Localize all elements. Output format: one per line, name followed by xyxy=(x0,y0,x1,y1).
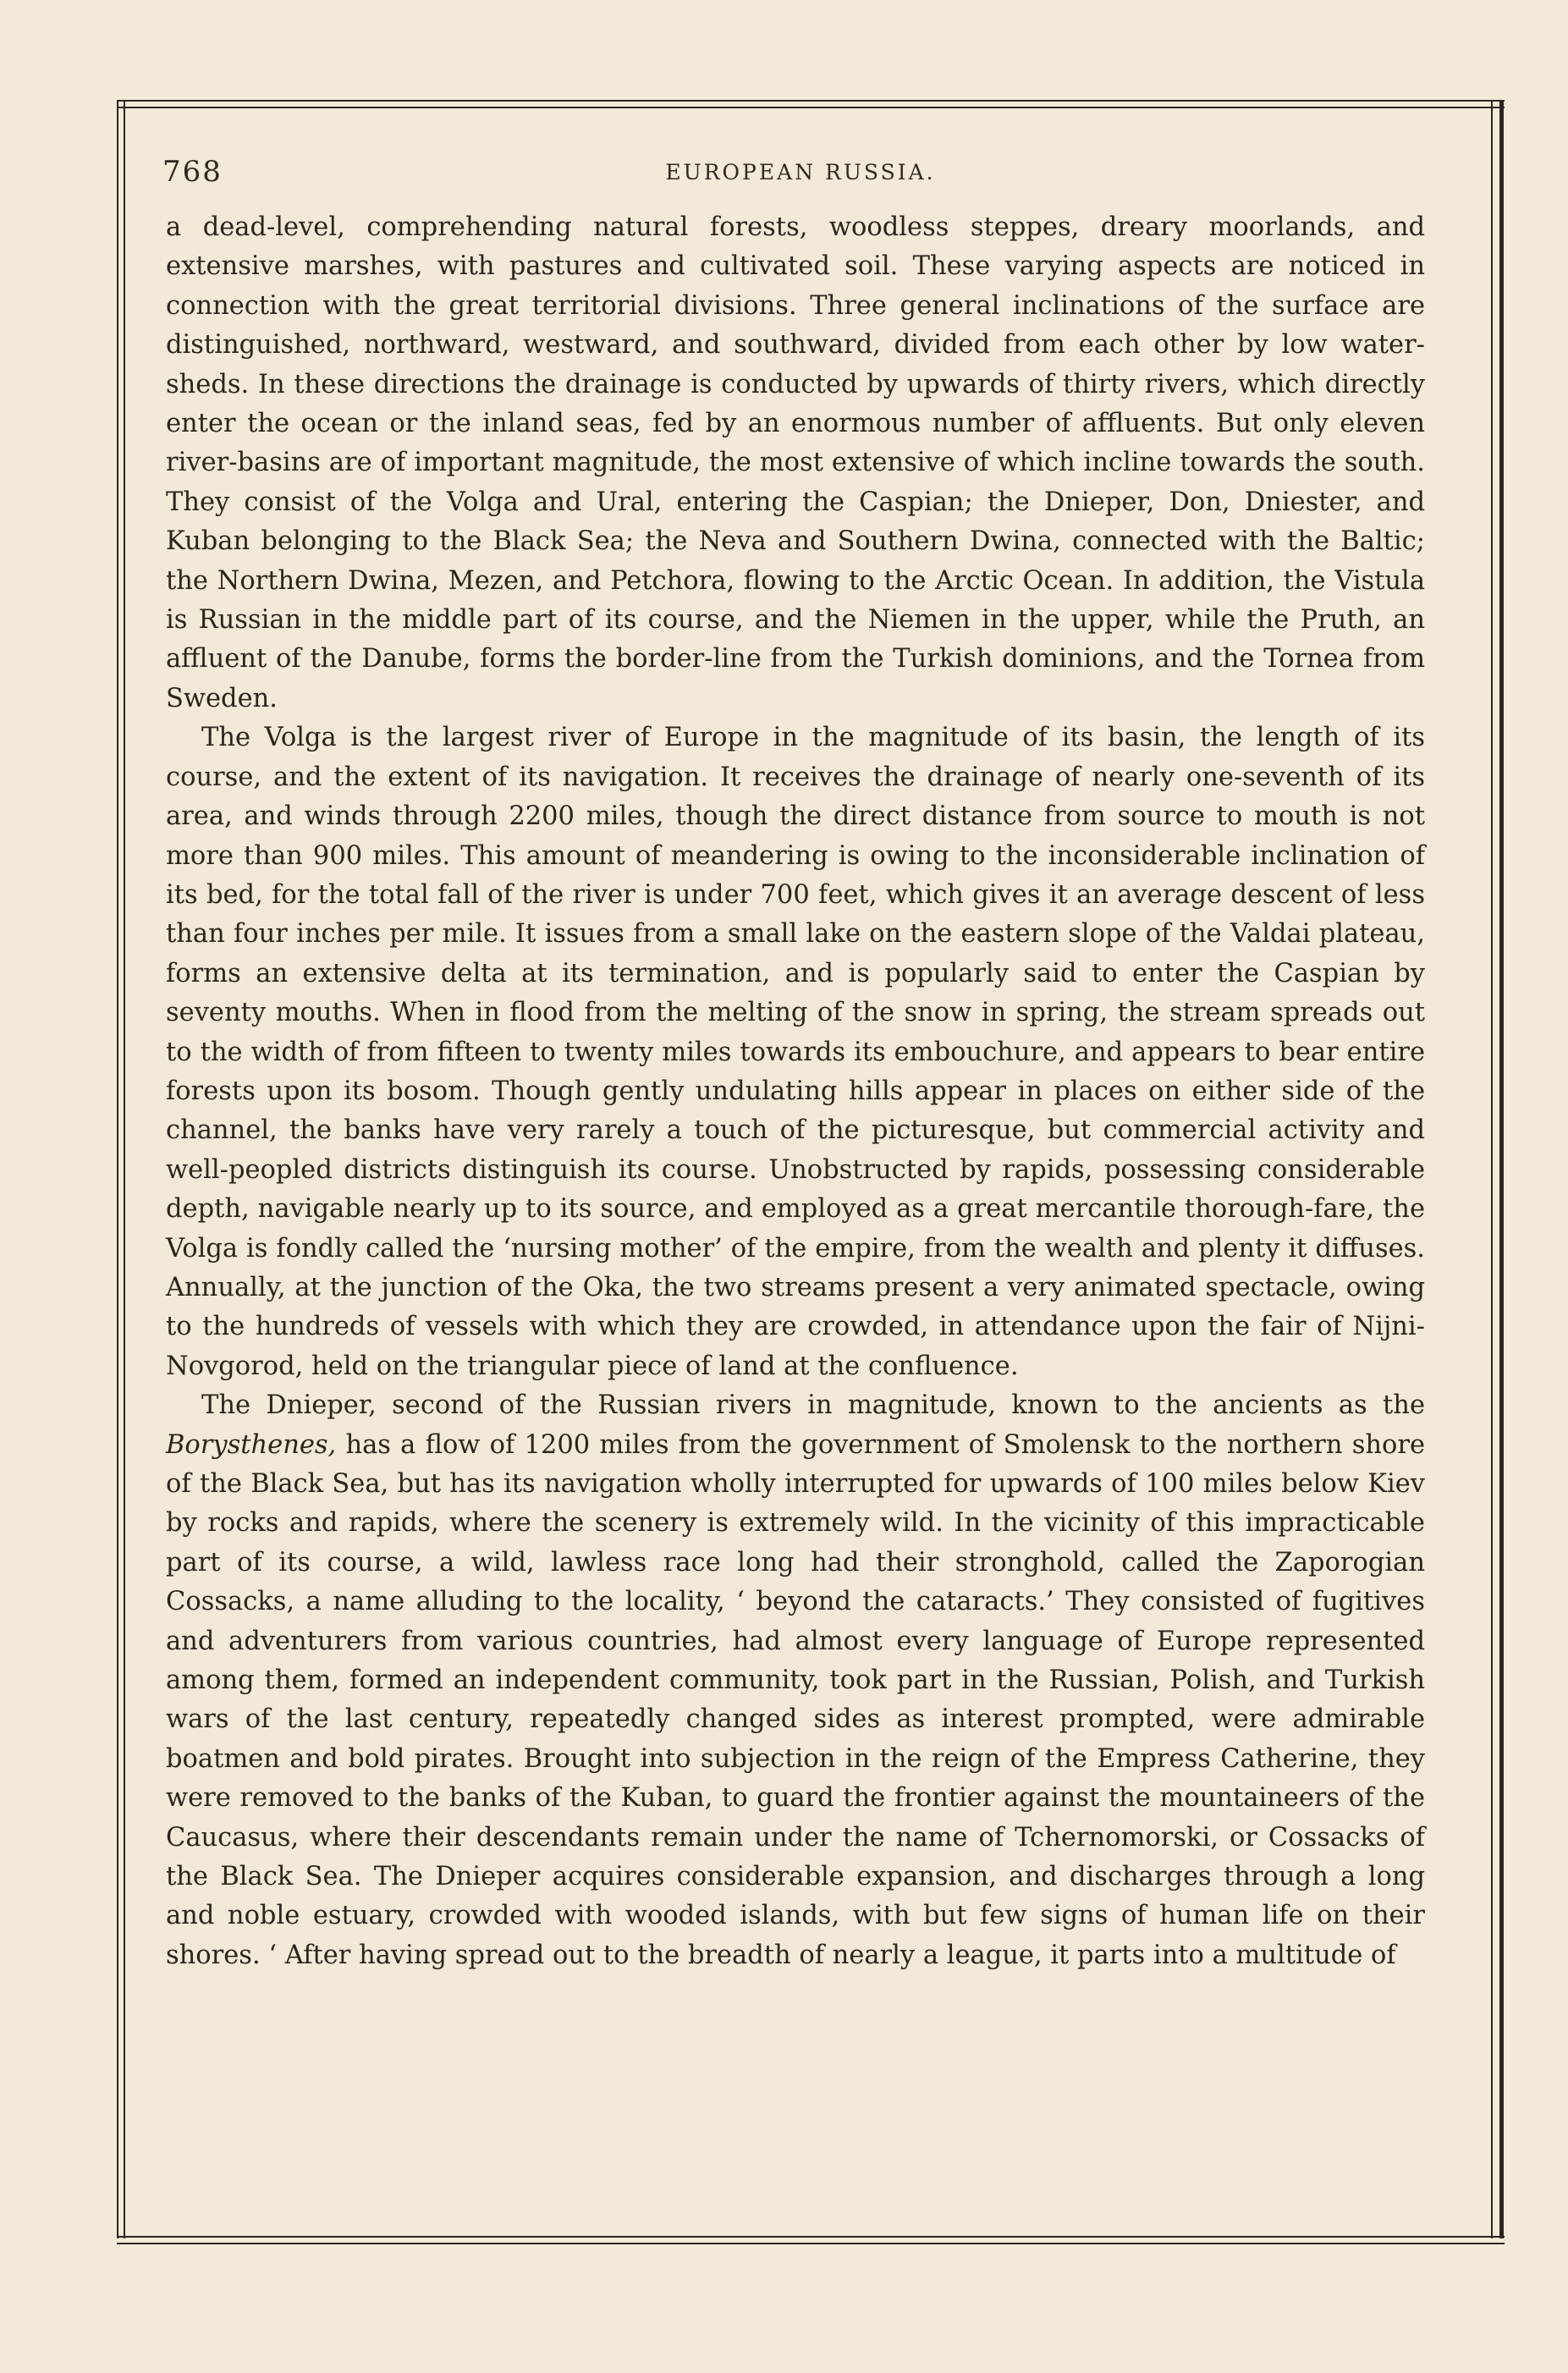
paragraph-drainage-overview: a dead-level, comprehending natural forests, woodless steppes, dreary moorlands, and extensive marshes, with pastures and cultivated soil. These varying aspects are noticed in connection with the great territorial divisions. Three general inclinations of the surface are distinguished, northward, westward, and southward, divided from each other by low water-sheds. In these directions the drainage is conducted by upwards of thirty rivers, which directly enter the ocean or the inland seas, fed by an enormous number of affluents. But only eleven river-basins are of important magnitude, the most extensive of which incline towards the south. They consist of the Volga and Ural, entering the Caspian; the Dnieper, Don, Dniester, and Kuban belonging to the Black Sea; the Neva and Southern Dwina, connected with the Baltic; the Northern Dwina, Mezen, and Petchora, flowing to the Arctic Ocean. In addition, the Vistula is Russian in the middle part of its course, and the Niemen in the upper, while the Pruth, an affluent of the Danube, forms the border-line from the Turkish dominions, and the Tornea from Sweden. xyxy=(166,212,1425,713)
frame-rule-right-outer xyxy=(1499,102,1504,2238)
page-header xyxy=(162,155,1439,197)
running-title: EUROPEAN RUSSIA. xyxy=(665,160,936,184)
frame-rule-top-inner xyxy=(117,107,1505,108)
borysthenes-italic: Borysthenes, xyxy=(166,1429,337,1460)
body-text xyxy=(166,208,1425,1975)
frame-rule-left-outer xyxy=(117,102,118,2238)
frame-rule-left-inner xyxy=(124,102,125,2238)
frame-rule-top-outer xyxy=(117,100,1505,102)
frame-rule-right-inner xyxy=(1491,102,1493,2238)
paragraph-volga: The Volga is the largest river of Europe in the magnitude of its basin, the length of its course, and the extent of its navigation. It receives the drainage of nearly one-seventh of its area, and winds through 2200 miles, though the direct distance from source to mouth is not more than 900 miles. This amount of meandering is owing to the inconsiderable inclination of its bed, for the total fall of the river is under 700 feet, which gives it an average descent of less than four inches per mile. It issues from a small lake on the eastern slope of the Valdai plateau, forms an extensive delta at its termination, and is popularly said to enter the Caspian by seventy mouths. When in flood from the melting of the snow in spring, the stream spreads out to the width of from fifteen to twenty miles towards its embouchure, and appears to bear entire forests upon its bosom. Though gently undulating hills appear in places on either side of the channel, the banks have very rarely a touch of the picturesque, but commercial activity and well-peopled districts distinguish its course. Unobstructed by rapids, possessing considerable depth, navigable nearly up to its source, and employed as a great mercantile thorough-fare, the Volga is fondly called the ‘nursing mother’ of the empire, from the wealth and plenty it diffuses. Annually, at the junction of the Oka, the two streams present a very animated spectacle, owing to the hundreds of vessels with which they are crowded, in attendance upon the fair of Nijni-Novgorod, held on the triangular piece of land at the confluence. xyxy=(166,723,1425,1381)
frame-rule-bottom-outer xyxy=(117,2243,1505,2244)
page-number: 768 xyxy=(162,155,223,189)
paragraph-dnieper-rest: has a flow of 1200 miles from the government of Smolensk to the northern shore of the Black Sea, but has its navigation wholly interrupted for upwards of 100 miles below Kiev by rocks and rapids, where the scenery is extremely wild. In the vicinity of this impracticable part of its course, a wild, lawless race long had their stronghold, called the Zaporogian Cossacks, a name alluding to the locality, ‘ beyond the cataracts.’ They consisted of fugitives and adventurers from various countries, had almost every language of Europe represented among them, formed an independent community, took part in the Russian, Polish, and Turkish wars of the last century, repeatedly changed sides as interest prompted, were admirable boatmen and bold pirates. Brought into subjection in the reign of the Empress Catherine, they were removed to the banks of the Kuban, to guard the frontier against the mountaineers of the Caucasus, where their descendants remain under the name of Tchernomorski, or Cossacks of the Black Sea. The Dnieper acquires considerable expansion, and discharges through a long and noble estuary, crowded with wooded islands, with but few signs of human life on their shores. ‘ After having spread out to the breadth of nearly a league, it parts into a multitude of xyxy=(166,1429,1425,1970)
paragraph-dnieper-lead: The Dnieper, second of the Russian rivers in magnitude, known to the ancients as the xyxy=(201,1390,1425,1421)
frame-rule-bottom-inner xyxy=(117,2236,1505,2238)
paragraph-dnieper xyxy=(166,1386,1425,1975)
